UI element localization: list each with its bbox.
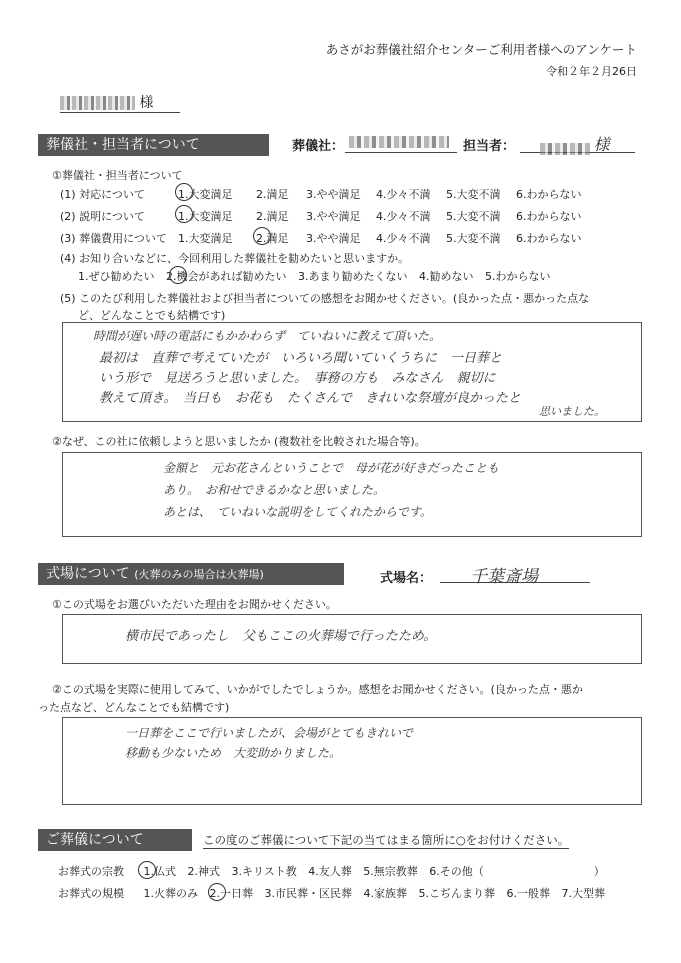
rating-option[interactable]: 4.少々不満 [376,188,431,201]
rating-option[interactable]: 3.やや満足 [306,232,361,245]
religion-label: お葬式の宗教 [58,865,124,878]
funeral-instruction: この度のご葬儀について下記の当てはまる箇所に○をお付けください。 [203,833,570,847]
q5-label-line2: ど、どんなことでも結構です) [78,309,226,322]
redacted-company [349,136,449,148]
redacted-staff [540,143,590,155]
venue-heading-text: 式場について [46,566,130,582]
survey-title: あさがお葬儀社紹介センターご利用者様へのアンケート [325,42,637,57]
rating-option[interactable]: 6.わからない [516,210,582,223]
rating-selection-circle [175,183,193,201]
rating-option[interactable]: 2.満足 [256,210,289,223]
scale-option-7[interactable]: 7.大型葬 [561,887,605,900]
customer-suffix: 様 [139,95,154,111]
customer-underline [60,112,180,113]
rating-option[interactable]: 5.大変不満 [446,210,501,223]
scale-option-2[interactable]: 2.一日葬 [209,887,253,900]
rating-option[interactable]: 1.大変満足 [178,210,233,223]
survey-date: 令和２年２月26日 [546,65,637,78]
scale-row [58,885,613,901]
rating-option[interactable]: 6.わからない [516,232,582,245]
q2-answer-line: あとは、 ていねいな説明をしてくれたからです。 [163,505,432,519]
rating-row-label: (2) 説明について [60,210,145,223]
venue-q1-answer-line: 横市民であったし 父もここの火葬場で行ったため。 [125,629,437,644]
religion-option-1[interactable]: 1.仏式 [143,865,176,878]
q4-label: (4) お知り合いなどに、今回利用した葬儀社を勧めたいと思いますか。 [60,252,410,265]
rating-row-label: (1) 対応について [60,188,145,201]
religion-option-5[interactable]: 5.無宗教葬 [363,865,418,878]
q5-answer-box[interactable] [62,322,642,422]
rating-selection-circle [253,227,271,245]
rating-option[interactable]: 3.やや満足 [306,188,361,201]
section-funeral-heading: ご葬儀について [38,829,192,851]
q4-selection-circle [169,266,187,284]
customer-name [60,92,153,112]
rating-option[interactable]: 6.わからない [516,188,582,201]
religion-selection-circle [138,861,156,879]
q4-option-3[interactable]: 3.あまり勧めたくない [298,270,408,283]
rating-option[interactable]: 3.やや満足 [306,210,361,223]
company-label: 葬儀社： [292,139,345,154]
q5-answer-line: 最初は 直葬で考えていたが いろいろ聞いていくうちに 一日葬と [99,351,503,366]
rating-option[interactable]: 1.大変満足 [178,188,233,201]
q5-answer-line: 教えて頂き。 当日も お花も たくさんで きれいな祭壇が良かったと [99,391,521,406]
scale-option-1[interactable]: 1.火葬のみ [143,887,198,900]
q2-answer-box[interactable] [62,452,642,537]
rating-option[interactable]: 4.少々不満 [376,232,431,245]
q5-answer-line: 思いました。 [539,405,605,418]
redacted-name [60,96,135,110]
scale-label: お葬式の規模 [58,887,124,900]
religion-option-4[interactable]: 4.友人葬 [308,865,352,878]
q4-option-2[interactable]: 2.機会があれば勧めたい [166,270,287,283]
venue-q2-answer-line: 一日葬をここで行いましたが、会場がとてもきれいで [125,726,414,740]
rating-option[interactable]: 5.大変不満 [446,232,501,245]
q4-option-5[interactable]: 5.わからない [485,270,551,283]
venue-field[interactable] [440,562,590,587]
q5-answer-line: いう形で 見送ろうと思いました。 事務の方も みなさん 親切に [99,371,496,386]
religion-option-6[interactable]: 6.その他（ ） [429,865,605,878]
venue-name-handwritten: 千葉斎場 [470,567,538,587]
staff-label: 担当者： [463,139,516,154]
company-field [345,132,457,153]
venue-q2-label-line1: ②この式場を実際に使用してみて、いかがでしたでしょうか。感想をお聞かせください。(良かった点・悪か [52,683,583,696]
q5-answer-line: 時間が遅い時の電話にもかかわらず ていねいに教えて頂いた。 [93,329,442,343]
q5-label-line1: (5) このたび利用した葬儀社および担当者についての感想をお聞かせください。(良かった点・悪かった点な [60,292,590,305]
q4-option-4[interactable]: 4.勧めない [419,270,474,283]
venue-q2-label-line2: った点など、どんなことでも結構です) [38,701,230,714]
q4-options [78,268,559,284]
rating-selection-circle [175,205,193,223]
q2-answer-line: 金額と 元お花さんということで 母が花が好きだったことも [163,461,500,475]
q1-title: ①葬儀社・担当者について [52,169,183,182]
scale-option-4[interactable]: 4.家族葬 [363,887,407,900]
venue-q2-answer-box[interactable] [62,717,642,805]
rating-option[interactable]: 2.満足 [256,232,289,245]
rating-option[interactable]: 5.大変不満 [446,188,501,201]
venue-heading-note: (火葬のみの場合は火葬場) [134,568,264,581]
religion-option-2[interactable]: 2.神式 [187,865,220,878]
scale-option-6[interactable]: 6.一般葬 [506,887,550,900]
q2-label: ②なぜ、この社に依頼しようと思いましたか (複数社を比較された場合等)。 [52,435,426,448]
scale-option-5[interactable]: 5.こぢんまり葬 [418,887,495,900]
staff-suffix-handwritten: 様 [593,135,610,154]
venue-q1-label: ①この式場をお選びいただいた理由をお聞かせください。 [52,598,337,611]
q4-option-1[interactable]: 1.ぜひ勧めたい [78,270,155,283]
venue-label: 式場名： [380,571,433,586]
venue-q1-answer-box[interactable] [62,614,642,664]
venue-q2-answer-line: 移動も少ないため 大変助かりました。 [125,746,342,760]
section-company-heading: 葬儀社・担当者について [38,134,269,156]
q2-answer-line: あり。 お和せできるかなと思いました。 [163,483,386,497]
scale-option-3[interactable]: 3.市民葬・区民葬 [264,887,352,900]
rating-row-label: (3) 葬儀費用について [60,232,167,245]
rating-option[interactable]: 1.大変満足 [178,232,233,245]
scale-selection-circle [208,883,226,901]
staff-field [520,132,635,153]
rating-option[interactable]: 2.満足 [256,188,289,201]
rating-option[interactable]: 4.少々不満 [376,210,431,223]
section-venue-heading [38,563,344,585]
religion-option-3[interactable]: 3.キリスト教 [231,865,297,878]
